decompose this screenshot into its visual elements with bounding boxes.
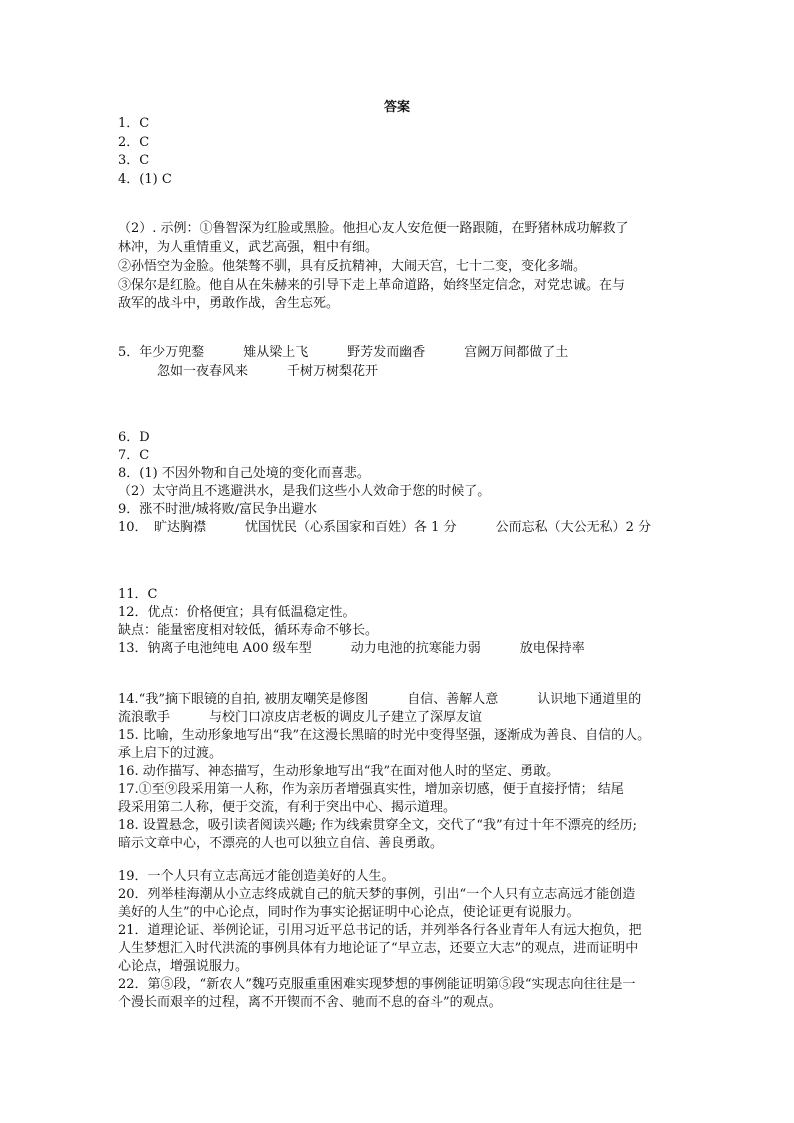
answer-line-1: 1．C — [118, 116, 150, 131]
answer-line-5-b: 忽如一夜春风来 千树万树梨花开 — [118, 364, 379, 379]
answer-line-7: 7．C — [118, 448, 150, 463]
answer-line-22-a: 22．第⑤段，“新农人”魏巧克服重重困难实现梦想的事例能证明第⑤段“实现志向往往是一 — [118, 977, 636, 992]
answer-line-15-a: 15. 比喻，生动形象地写出“我”在这漫长黑暗的时光中变得坚强，逐渐成为善良、自信的人。 — [118, 728, 651, 743]
answer-line-4-2-e: 敌军的战斗中，勇敢作战，舍生忘死。 — [118, 296, 340, 311]
answer-line-18-a: 18. 设置悬念，吸引读者阅读兴趣; 作为线索贯穿全文，交代了“我”有过十年不漂亮的经历; — [118, 818, 637, 833]
answer-line-22-b: 个漫长而艰辛的过程，离不开锲而不舍、驰而不息的奋斗”的观点。 — [118, 995, 502, 1010]
answer-line-4-2-b: 林冲，为人重情重义，武艺高强，粗中有细。 — [118, 240, 379, 255]
answer-line-4: 4．(1) C — [118, 172, 172, 187]
answer-line-5: 5．年少万兜鍪 雉从梁上飞 野芳发而幽香 宫阙万间都做了土 — [118, 345, 569, 360]
page-title: 答案 — [383, 100, 410, 115]
answer-line-3: 3．C — [118, 153, 150, 168]
answer-line-12-a: 12．优点：价格便宜；具有低温稳定性。 — [118, 605, 356, 620]
answer-line-6: 6．D — [118, 430, 150, 445]
answer-line-14-b: 流浪歌手 与校门口凉皮店老板的调皮儿子建立了深厚友谊 — [118, 710, 483, 725]
answer-line-15-b: 承上启下的过渡。 — [118, 746, 223, 761]
answer-line-21-b: 人生梦想汇入时代洪流的事例具体有力地论证了“早立志，还要立大志”的观点，进而证明中 — [118, 941, 639, 956]
answer-line-8-2: （2）太守尚且不逃避洪水，是我们这些小人效命于您的时候了。 — [118, 484, 491, 499]
answer-line-20-a: 20．列举桂海潮从小立志终成就自己的航天梦的事例，引出“一个人只有立志高远才能创造 — [118, 887, 636, 902]
answer-line-9: 9．涨不时泄/城将败/富民争出避水 — [118, 502, 318, 517]
answer-line-16: 16. 动作描写、神态描写，生动形象地写出“我”在面对他人时的坚定、勇敢。 — [118, 764, 560, 779]
answer-line-4-2-a: （2）. 示例：①鲁智深为红脸或黑脸。他担心友人安危便一路跟随，在野猪林成功解救了 — [118, 221, 629, 236]
answer-line-8-1: 8．(1) 不因外物和自己处境的变化而喜悲。 — [118, 466, 370, 481]
answer-line-11: 11．C — [118, 587, 158, 602]
answer-line-21-a: 21．道理论证、举例论证，引用习近平总书记的话，并列举各行各业青年人有远大抱负，把 — [118, 923, 642, 938]
answer-line-10: 10． 旷达胸襟 忧国忧民（心系国家和百姓）各 1 分 公而忘私（大公无私）2 分 — [118, 520, 651, 535]
answer-line-17-b: 段采用第二人称，便于交流，有利于突出中心、揭示道理。 — [118, 800, 457, 815]
answer-line-12-b: 缺点：能量密度相对较低，循环寿命不够长。 — [118, 623, 379, 638]
answer-line-18-b: 暗示文章中心，不漂亮的人也可以独立自信、善良勇敢。 — [118, 836, 444, 851]
answer-line-4-2-d: ③保尔是红脸。他自从在朱赫来的引导下走上革命道路，始终坚定信念，对党忠诚。在与 — [118, 278, 626, 293]
answer-line-20-b: 美好的人生”的中心论点，同时作为事实论据证明中心论点，使论证更有说服力。 — [118, 905, 580, 920]
answer-line-13: 13．钠离子电池纯电 A00 级车型 动力电池的抗寒能力弱 放电保持率 — [118, 641, 585, 656]
answer-line-19: 19．一个人只有立志高远才能创造美好的人生。 — [118, 869, 395, 884]
answer-line-4-2-c: ②孙悟空为金脸。他桀骜不驯，具有反抗精神，大闹天宫，七十二变，变化多端。 — [118, 259, 587, 274]
answer-line-21-c: 心论点，增强说服力。 — [118, 959, 249, 974]
answer-line-14-a: 14.“我”摘下眼镜的自拍, 被朋友嘲笑是修图 自信、善解人意 认识地下通道里的 — [118, 692, 642, 707]
answer-line-17-a: 17.①至⑨段采用第一人称，作为亲历者增强真实性，增加亲切感，便于直接抒情； 结尾 — [118, 782, 624, 797]
answer-line-2: 2．C — [118, 135, 150, 150]
